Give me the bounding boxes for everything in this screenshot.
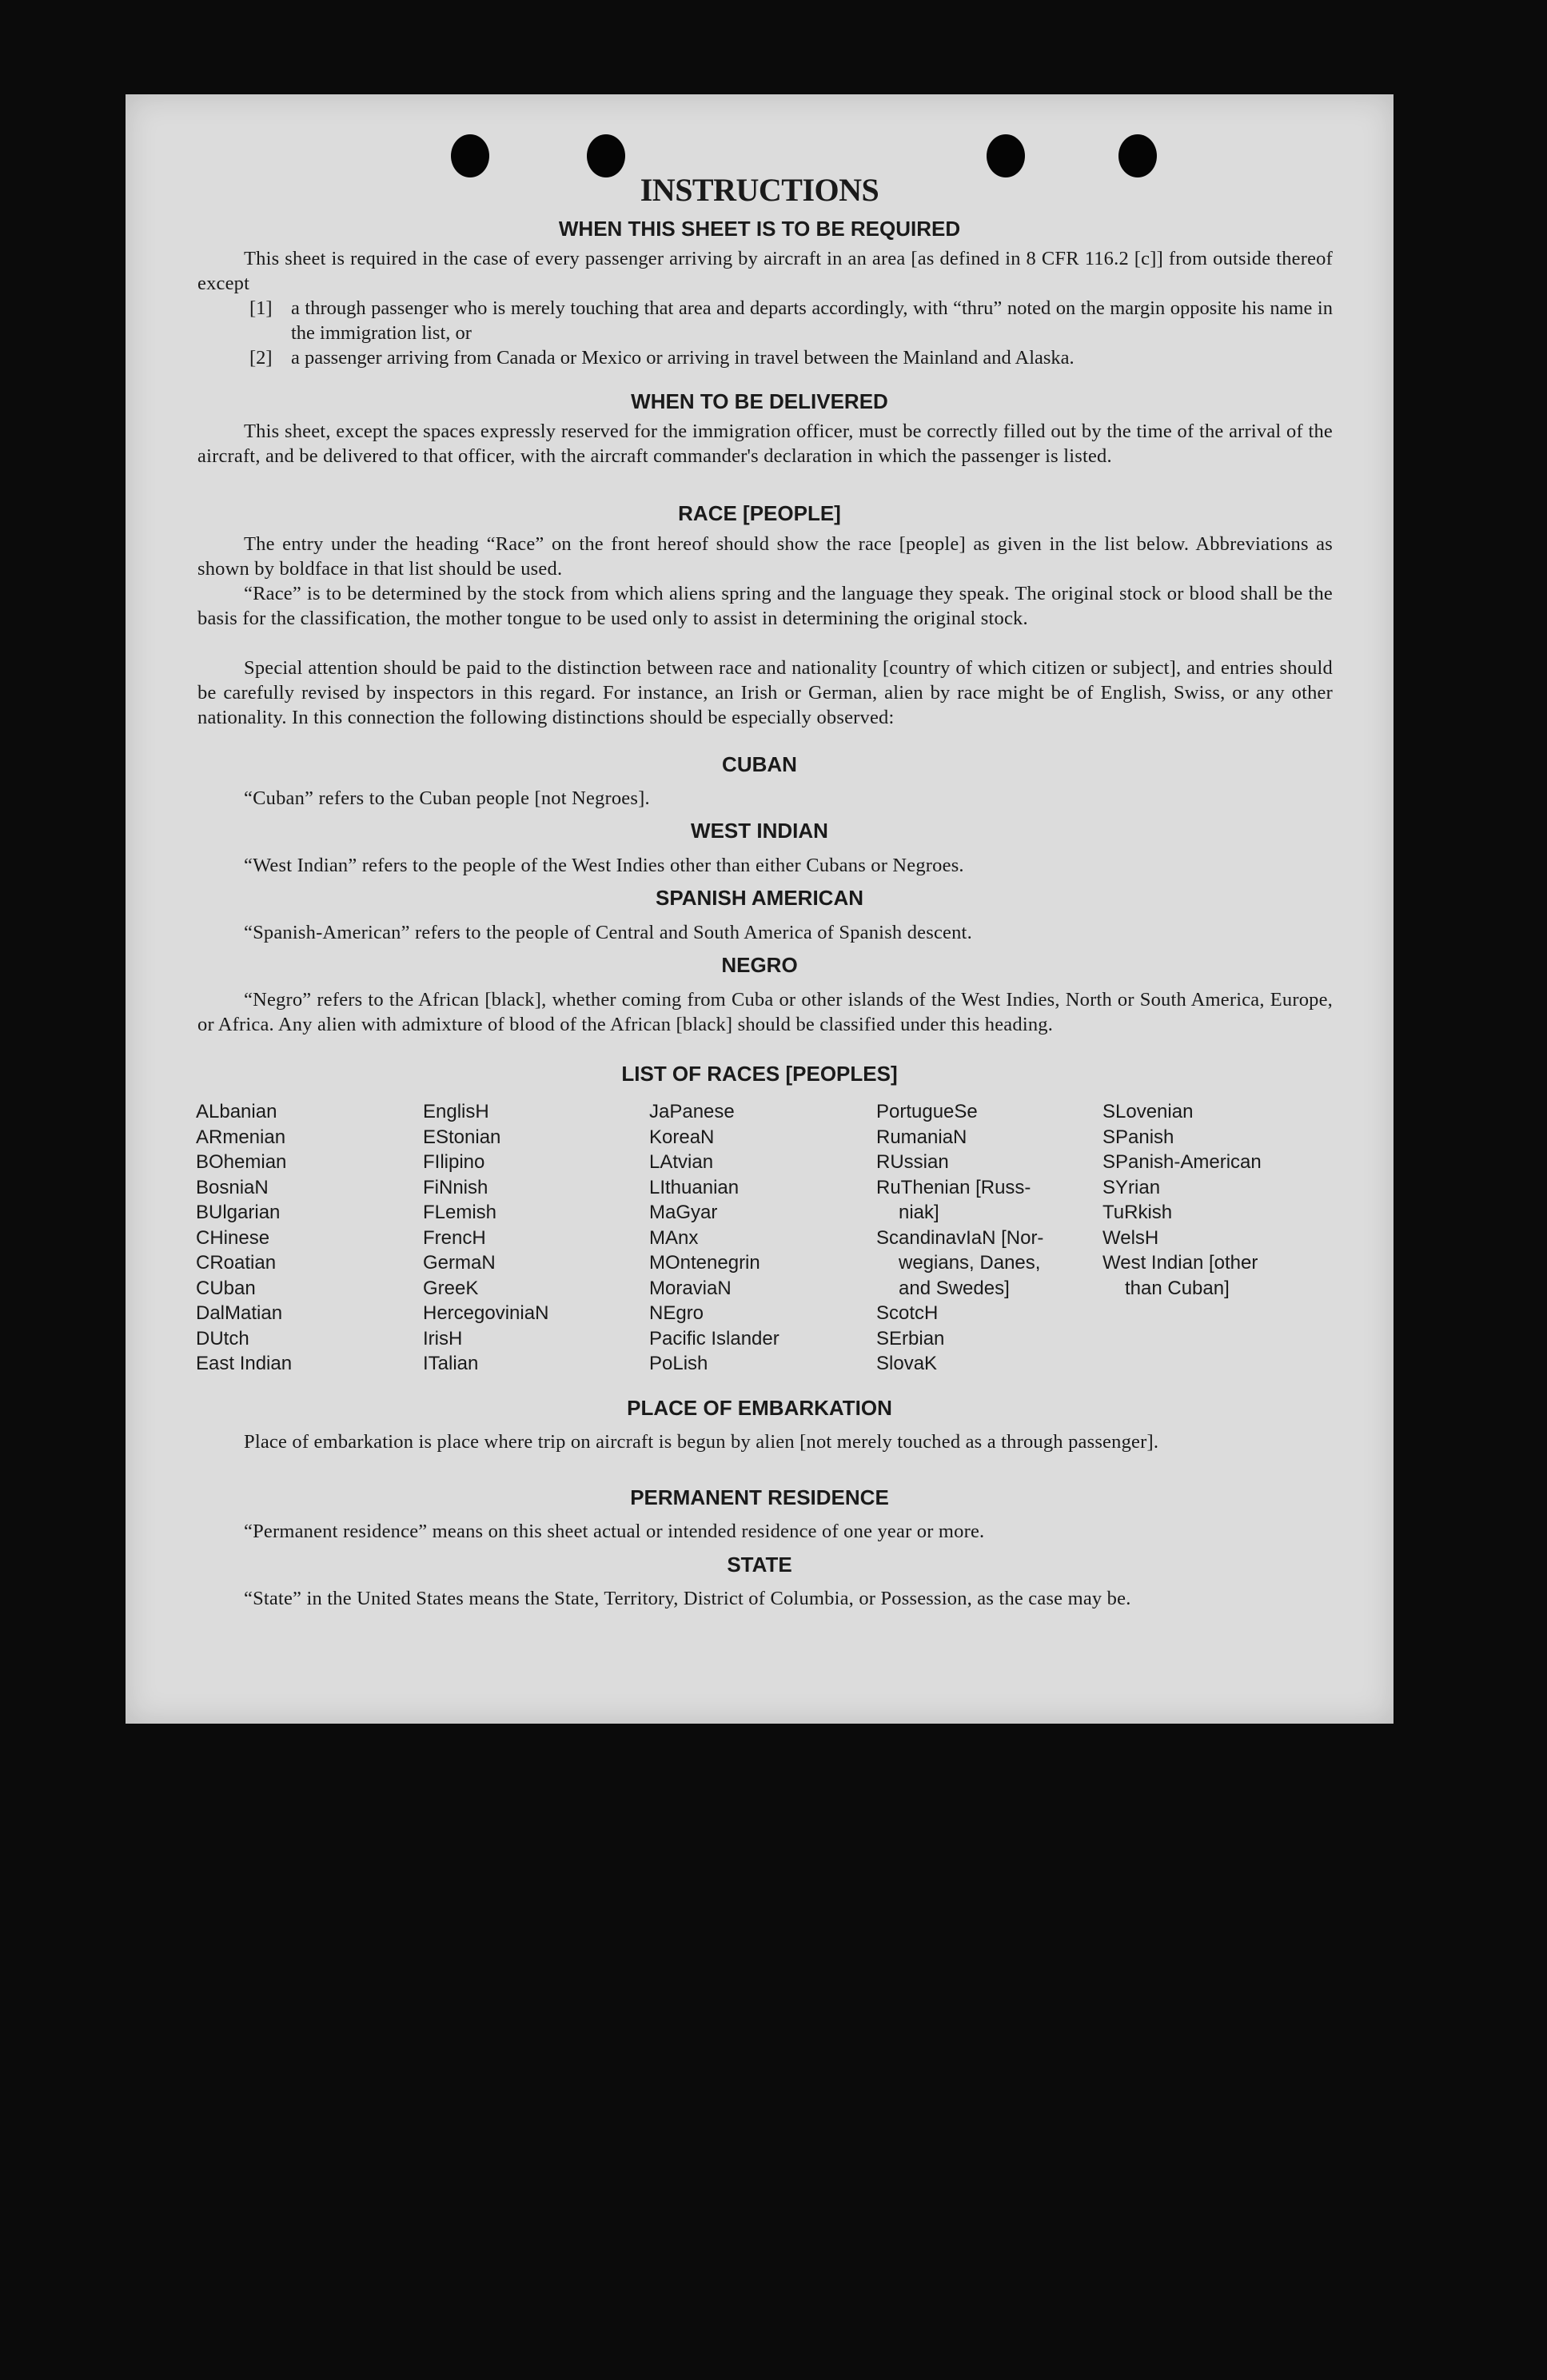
race-item: CHinese [196,1226,270,1249]
race-item: PoLish [649,1353,708,1374]
race-item: DalMatian [196,1302,283,1324]
heading-place-of-embarkation: PLACE OF EMBARKATION [627,1396,892,1420]
races-column-4 [876,1099,1043,1377]
races-list [196,1099,1347,1379]
race-item: RumaniaN [876,1126,967,1148]
race-item-continuation: than Cuban] [1125,1277,1230,1299]
race-item: LIthuanian [649,1176,740,1198]
heading-list-of-races: LIST OF RACES [PEOPLES] [621,1062,898,1086]
race-item-continuation: and Swedes] [899,1277,1010,1299]
race-item: FrencH [423,1226,486,1249]
races-column-2 [423,1099,548,1377]
race-item: NEgro [649,1302,704,1324]
race-item-continuation: wegians, Danes, [899,1252,1041,1274]
heading-west-indian: WEST INDIAN [691,819,828,843]
race-item: IrisH [423,1327,463,1349]
document-page [126,94,1393,1724]
delivered-text: This sheet, except the spaces expressly reserved for the immigration officer, must be correctly filled out by the time of the arrival of the aircraft, and be delivered to that officer, with the aircraft commander's declaration in which the passenger is listed. [197,421,1333,467]
required-intro: This sheet is required in the case of every passenger arriving by aircraft in an area [as defined in 8 CFR 116.2 [c]] from outside thereof except [197,248,1333,294]
required-item-1 [249,296,1333,345]
item-number: [2] [249,347,273,369]
negro-text: “Negro” refers to the African [black], whether coming from Cuba or other islands of the West Indies, North or South America, Europe, or Africa. Any alien with admixture of blood of the African [black] should be classified under this heading. [197,989,1333,1035]
race-item: BosniaN [196,1176,269,1198]
race-item: FLemish [423,1202,497,1223]
race-item: SErbian [876,1327,945,1349]
race-item: SPanish [1102,1126,1174,1148]
heading-when-delivered: WHEN TO BE DELIVERED [631,389,888,413]
heading-negro: NEGRO [721,953,798,977]
item-text: a passenger arriving from Canada or Mexico or arriving in travel between the Mainland and Alaska. [291,347,1075,369]
west-indian-text: “West Indian” refers to the people of the West Indies other than either Cubans or Negroes. [244,855,964,876]
race-item: RuThenian [Russ- [876,1176,1031,1198]
race-item: MOntenegrin [649,1252,760,1274]
race-item: RUssian [876,1151,949,1173]
race-item: SlovaK [876,1353,938,1374]
race-item: GreeK [423,1277,479,1299]
race-item: CUban [196,1277,256,1299]
page-title: INSTRUCTIONS [640,172,879,208]
races-column-1 [196,1099,292,1377]
spanish-american-text: “Spanish-American” refers to the people of Central and South America of Spanish descent. [244,922,972,943]
race-paragraph-1: The entry under the heading “Race” on the front hereof should show the race [people] as given in the list below. Abbreviations as shown by boldface in that list should be used. [197,533,1333,580]
item-text: a through passenger who is merely touching that area and departs accordingly, with “thru” noted on the margin opposite his name in the immigration list, or [291,297,1333,344]
heading-cuban: CUBAN [722,752,797,776]
race-item: LAtvian [649,1151,714,1173]
race-item: MaGyar [649,1202,718,1223]
race-item-continuation: niak] [899,1202,939,1223]
race-item: TuRkish [1102,1202,1173,1223]
race-item: ALbanian [196,1101,277,1122]
races-column-5 [1102,1099,1262,1301]
heading-spanish-american: SPANISH AMERICAN [655,886,863,910]
race-item: ARmenian [196,1126,286,1148]
race-item: ScandinavIaN [Nor- [876,1226,1044,1249]
heading-when-required: WHEN THIS SHEET IS TO BE REQUIRED [558,217,961,241]
race-item: PortugueSe [876,1101,978,1122]
race-paragraph-3: Special attention should be paid to the distinction between race and nationality [country of which citizen or subject], and entries should be carefully revised by inspectors in this regard. For instance, an Irish or German, alien by race might be of English, Swiss, or any other nationality. In this connection the following distinctions should be especially observed: [197,657,1333,728]
race-item: SPanish-American [1102,1151,1262,1173]
race-item: MoraviaN [649,1277,732,1299]
race-item: East Indian [196,1353,293,1374]
race-item: CRoatian [196,1252,277,1274]
race-item: MAnx [649,1226,699,1249]
race-item: EnglisH [423,1101,489,1122]
race-item: SYrian [1102,1176,1161,1198]
item-number: [1] [249,297,273,319]
heading-permanent-residence: PERMANENT RESIDENCE [630,1485,889,1509]
race-item: BUlgarian [196,1202,281,1223]
race-item: ScotcH [876,1302,939,1324]
race-item: GermaN [423,1252,496,1274]
race-item: SLovenian [1102,1101,1194,1122]
race-item: JaPanese [649,1101,735,1122]
race-item: Pacific Islander [649,1327,779,1349]
race-item: WelsH [1102,1226,1159,1249]
cuban-text: “Cuban” refers to the Cuban people [not Negroes]. [244,787,650,809]
race-item: EStonian [423,1126,501,1148]
state-text: “State” in the United States means the State, Territory, District of Columbia, or Possession, as the case may be. [244,1588,1131,1609]
race-item: HercegoviniaN [423,1302,549,1324]
race-item: DUtch [196,1327,249,1349]
race-item: KoreaN [649,1126,715,1148]
race-item: ITalian [423,1353,479,1374]
heading-state: STATE [727,1553,792,1577]
required-item-2 [249,345,1333,370]
heading-race: RACE [PEOPLE] [678,501,841,525]
race-item: BOhemian [196,1151,287,1173]
race-item: FiNnish [423,1176,488,1198]
race-item: West Indian [other [1102,1252,1258,1274]
residence-text: “Permanent residence” means on this sheet actual or intended residence of one year or more. [244,1521,985,1542]
races-column-3 [649,1099,779,1377]
race-paragraph-2: “Race” is to be determined by the stock from which aliens spring and the language they speak. The original stock or blood shall be the basis for the classification, the mother tongue to be used only to assist in determining the original stock. [197,583,1333,629]
embarkation-text: Place of embarkation is place where trip on aircraft is begun by alien [not merely touched as a through passenger]. [244,1431,1159,1453]
race-item: FIlipino [423,1151,485,1173]
